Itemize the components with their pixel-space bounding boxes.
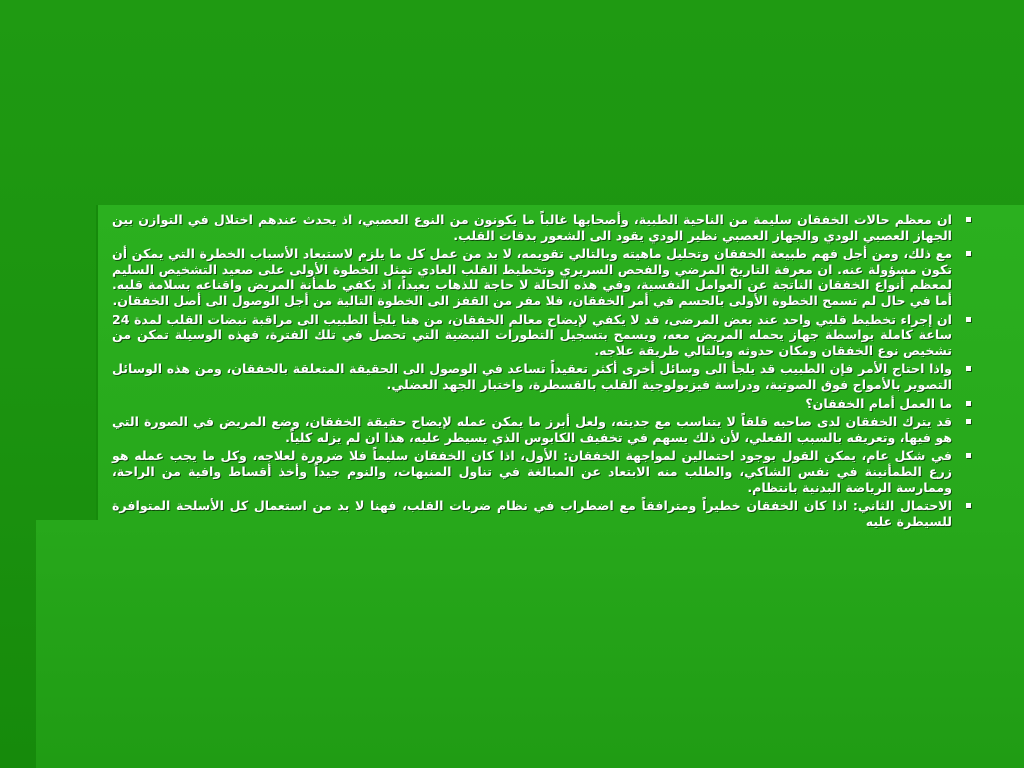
bullet-item — [112, 498, 974, 529]
square-bullet-icon — [966, 317, 971, 322]
square-bullet-icon — [966, 401, 971, 406]
square-bullet-icon — [966, 366, 971, 371]
slide-body — [112, 212, 974, 532]
bullet-item — [112, 414, 974, 445]
bullet-text: واذا احتاج الأمر فإن الطبيب قد يلجأ الى وسائل أخرى أكثر تعقيداً تساعد في الوصول الى الحقيقة المتعلقة بالخفقان، ومن هذه الوسائل التصوير بالأمواج فوق الصوتية، ودراسة فيزيولوجية القلب بالقسطرة، واختبار الجهد العضلي. — [112, 361, 952, 392]
bullet-list — [112, 212, 974, 529]
bullet-item — [112, 212, 974, 243]
square-bullet-icon — [966, 419, 971, 424]
background-panel-lower — [36, 520, 1024, 768]
square-bullet-icon — [966, 503, 971, 508]
square-bullet-icon — [966, 217, 971, 222]
bullet-text: مع ذلك، ومن أجل فهم طبيعة الخفقان وتحليل ماهيته وبالتالي تقويمه، لا بد من عمل كل ما يلزم لاستبعاد الأسباب الخطرة التي يمكن أن تكون مسؤولة عنه. ان معرفة التاريخ المرضي والفحص السريري وتخطيط القلب العادي تمثل الخطوة الأولى على صعيد التشخيص السليم لمعظم أنواع الخفقان الناتجة عن العوامل النفسية، وفي هذه الحالة لا حاجة للذهاب بعيداً، اذ يكفي طمأنة المريض واقناعه بسلامة قلبه. أما في حال لم تسمح الخطوة الأولى بالحسم في أمر الخفقان، فلا مفر من القفز الى الخطوة التالية من أجل الوصول الى أصل الخفقان. — [112, 246, 952, 308]
bullet-item — [112, 312, 974, 359]
square-bullet-icon — [966, 251, 971, 256]
bullet-text: في شكل عام، يمكن القول بوجود احتمالين لمواجهة الخفقان: الأول، اذا كان الخفقان سليماً فلا ضرورة لعلاجه، وكل ما يجب عمله هو زرع الطمأنينة في نفس الشاكي، والطلب منه الابتعاد عن المبالغة في تناول المنبهات، والنوم جيداً وأخذ أقساط وافية من الراحة، وممارسة الرياضة البدنية بانتظام. — [112, 448, 952, 495]
bullet-item — [112, 361, 974, 392]
bullet-item — [112, 396, 974, 412]
bullet-text: قد يترك الخفقان لدى صاحبه قلقاً لا يتناسب مع جديته، ولعل أبرز ما يمكن عمله لإيضاح حقيقة الخفقان، وضع المريض في الصورة التي هو فيها، وتعريفه بالسبب الفعلي، لأن ذلك يسهم في تخفيف الكابوس الذي يسيطر عليه، هذا ان لم يزله كلياً. — [112, 414, 952, 445]
bullet-item — [112, 448, 974, 495]
bullet-text: الاحتمال الثاني: اذا كان الخفقان خطيراً ومترافقاً مع اضطراب في نظام ضربات القلب، فهنا لا بد من استعمال كل الأسلحة المتوافرة للسيطرة عليه — [112, 498, 952, 529]
square-bullet-icon — [966, 453, 971, 458]
bullet-item — [112, 246, 974, 308]
bullet-text: ما العمل أمام الخفقان؟ — [805, 395, 952, 411]
panel-divider — [96, 205, 98, 520]
bullet-text: ان معظم حالات الخفقان سليمة من الناحية الطبية، وأصحابها غالباً ما يكونون من النوع العصبي، اذ يحدث عندهم اختلال في التوازن بين الجهاز العصبي الودي والجهاز العصبي نظير الودي يقود الى الشعور بدقات القلب. — [112, 212, 952, 243]
bullet-text: ان إجراء تخطيط قلبي واحد عند بعض المرضى، قد لا يكفي لإيضاح معالم الخفقان، من هنا يلجأ الطبيب الى مراقبة نبضات القلب لمدة 24 ساعة كاملة بواسطة جهاز يحمله المريض معه، ويسمح بتسجيل التطورات النبضية التي تحصل في تلك الفترة، فهذه الوسيلة تمكن من تشخيص نوع الخفقان ومكان حدوثه وبالتالي طريقة علاجه. — [112, 311, 952, 358]
